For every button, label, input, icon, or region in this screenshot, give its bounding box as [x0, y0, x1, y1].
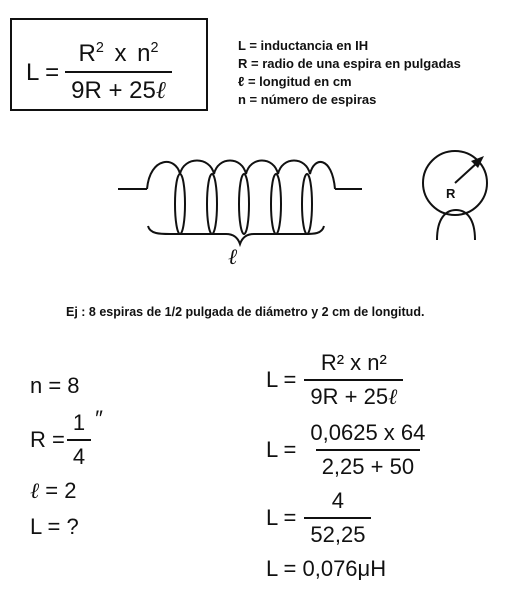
- coil-loop-3: [239, 174, 249, 234]
- coil-loop-4: [271, 174, 281, 234]
- length-brace: [148, 226, 324, 244]
- step-formula: L = $\frac{\text{R² x n²}}{\text{9R + 25ℓ}}$: [266, 350, 403, 410]
- coil-loop-5: [302, 174, 312, 234]
- step-substitution: L = $\frac{0,0625 x 64}{2,25 + 50}$: [266, 420, 426, 479]
- given-unknown: L = ?: [30, 514, 79, 539]
- coil-loop-1: [175, 174, 185, 234]
- main-formula: [26, 40, 172, 105]
- coil-diagram: [0, 130, 520, 270]
- radius-label: R: [446, 186, 456, 201]
- formula-lhs: L =: [26, 58, 60, 86]
- given-n: n = 8: [30, 373, 80, 398]
- step-result: L = 0,076μH: [266, 556, 387, 581]
- formula-denominator: 9R + 25ℓ: [65, 71, 172, 105]
- formula-numerator: $R^2$ x $n^2$: [78, 40, 159, 67]
- length-label: ℓ: [228, 245, 238, 270]
- given-length: ℓ = 2: [30, 478, 77, 504]
- given-r-fraction: $\frac{1}{4}$: [67, 410, 91, 470]
- example-statement: Ej : 8 espiras de 1/2 pulgada de diámetro y 2 cm de longitud.: [66, 305, 425, 319]
- formula-box: [10, 18, 208, 111]
- legend-ell: ℓ = longitud en cm: [238, 74, 352, 89]
- legend-l: L = inductancia en IH: [238, 38, 369, 53]
- step-simplified: L = $\frac{4}{52,25}$: [266, 488, 371, 548]
- coil-loop-2: [207, 174, 217, 234]
- legend-n: n = número de espiras: [238, 92, 377, 107]
- radius-arrow-line: [455, 162, 478, 183]
- legend-r: R = radio de una espira en pulgadas: [238, 56, 461, 71]
- given-r: R = $\frac{1}{4}$ ″: [30, 406, 103, 469]
- formula-fraction: [65, 40, 172, 105]
